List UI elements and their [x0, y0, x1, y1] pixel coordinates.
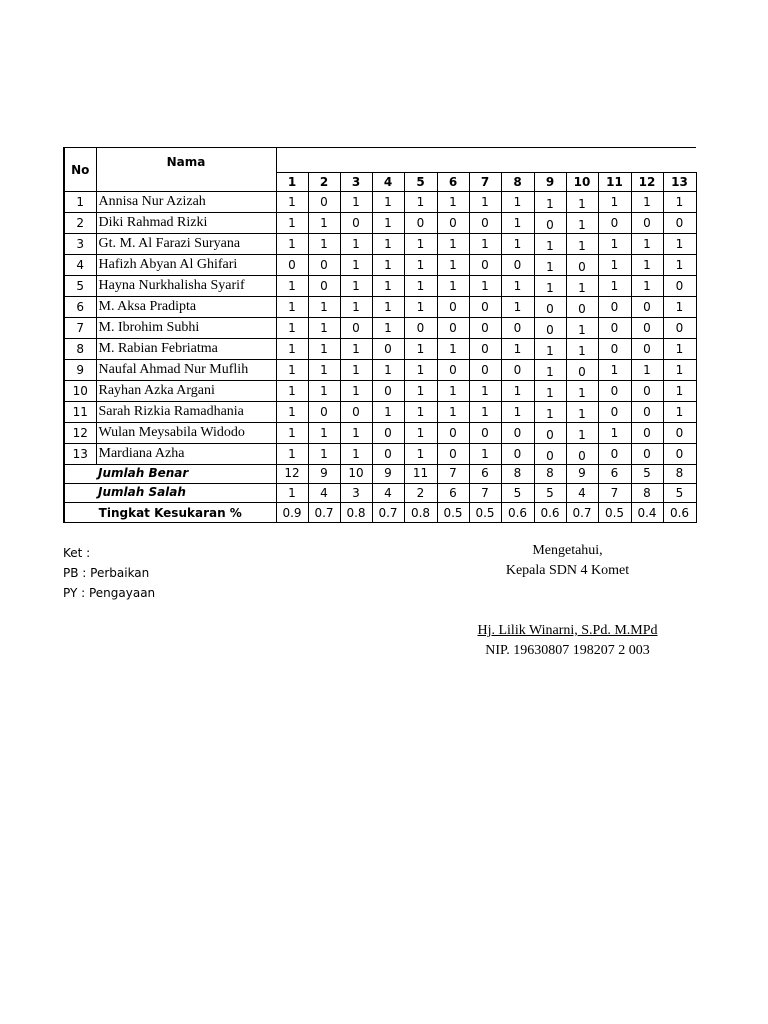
total-correct-value: 8	[663, 465, 696, 484]
score-cell: 1	[372, 255, 404, 276]
score-cell: 1	[404, 234, 437, 255]
score-cell: 1	[501, 234, 534, 255]
score-cell: 0	[437, 444, 469, 465]
score-cell: 1	[566, 192, 598, 213]
student-no: 8	[64, 339, 96, 360]
score-cell: 1	[308, 318, 340, 339]
score-cell: 1	[372, 192, 404, 213]
total-correct-value: 9	[308, 465, 340, 484]
score-cell: 1	[340, 360, 372, 381]
student-no: 11	[64, 402, 96, 423]
score-cell: 0	[534, 318, 566, 339]
score-cell: 0	[469, 318, 501, 339]
score-cell: 0	[663, 276, 696, 297]
score-cell: 0	[437, 423, 469, 444]
score-cell: 1	[598, 234, 631, 255]
score-cell: 1	[308, 444, 340, 465]
table-row	[64, 276, 696, 297]
header-blank	[276, 148, 696, 173]
score-cell: 0	[631, 423, 663, 444]
difficulty-value: 0.7	[372, 503, 404, 523]
student-no: 13	[64, 444, 96, 465]
difficulty-value: 0.8	[404, 503, 437, 523]
score-cell: 1	[308, 339, 340, 360]
table-row	[64, 381, 696, 402]
score-cell: 1	[404, 423, 437, 444]
score-cell: 1	[566, 402, 598, 423]
total-correct-value: 7	[437, 465, 469, 484]
difficulty-value: 0.5	[437, 503, 469, 523]
signature-acknowledged: Mengetahui,	[532, 543, 603, 558]
total-wrong-value: 8	[631, 484, 663, 503]
score-cell: 1	[340, 255, 372, 276]
score-cell: 1	[404, 192, 437, 213]
score-cell: 1	[566, 339, 598, 360]
score-cell: 0	[534, 213, 566, 234]
total-correct-value: 9	[566, 465, 598, 484]
score-cell: 0	[340, 318, 372, 339]
score-cell: 1	[534, 339, 566, 360]
score-cell: 1	[340, 192, 372, 213]
score-cell: 1	[663, 381, 696, 402]
total-wrong-value: 4	[372, 484, 404, 503]
header-row	[64, 148, 696, 173]
score-cell: 1	[404, 360, 437, 381]
score-cell: 1	[340, 339, 372, 360]
score-cell: 1	[308, 360, 340, 381]
score-cell: 1	[340, 423, 372, 444]
signature-nip: NIP. 19630807 198207 2 003	[485, 643, 650, 658]
score-cell: 0	[469, 255, 501, 276]
score-cell: 0	[469, 339, 501, 360]
score-cell: 0	[663, 213, 696, 234]
legend-notes	[63, 543, 155, 603]
score-cell: 1	[308, 213, 340, 234]
score-cell: 1	[501, 192, 534, 213]
difficulty-value: 0.9	[276, 503, 308, 523]
score-cell: 0	[372, 339, 404, 360]
score-cell: 1	[598, 360, 631, 381]
score-cell: 1	[437, 234, 469, 255]
score-cell: 1	[631, 192, 663, 213]
signature-block	[440, 541, 695, 661]
table-row	[64, 213, 696, 234]
student-name: Hayna Nurkhalisha Syarif	[96, 276, 276, 297]
score-cell: 0	[631, 318, 663, 339]
score-cell: 1	[631, 360, 663, 381]
score-cell: 0	[501, 318, 534, 339]
student-name: Gt. M. Al Farazi Suryana	[96, 234, 276, 255]
note-py: PY : Pengayaan	[63, 586, 156, 600]
student-name: Annisa Nur Azizah	[96, 192, 276, 213]
score-cell: 1	[501, 381, 534, 402]
score-cell: 0	[631, 381, 663, 402]
difficulty-value: 0.5	[469, 503, 501, 523]
total-correct-label: Jumlah Benar	[64, 465, 276, 484]
score-cell: 0	[534, 423, 566, 444]
score-cell: 1	[663, 234, 696, 255]
score-cell: 0	[308, 402, 340, 423]
header-no: No	[64, 148, 96, 192]
difficulty-value: 0.8	[340, 503, 372, 523]
score-cell: 1	[663, 339, 696, 360]
score-cell: 0	[598, 402, 631, 423]
score-cell: 1	[340, 381, 372, 402]
student-name: Naufal Ahmad Nur Muflih	[96, 360, 276, 381]
total-correct-value: 10	[340, 465, 372, 484]
total-wrong-value: 3	[340, 484, 372, 503]
total-correct-value: 12	[276, 465, 308, 484]
score-cell: 1	[308, 381, 340, 402]
score-cell: 0	[437, 297, 469, 318]
score-cell: 0	[437, 213, 469, 234]
score-cell: 1	[534, 276, 566, 297]
student-no: 7	[64, 318, 96, 339]
difficulty-value: 0.7	[566, 503, 598, 523]
score-cell: 1	[308, 234, 340, 255]
question-number: 6	[437, 173, 469, 192]
total-wrong-value: 5	[501, 484, 534, 503]
score-cell: 1	[276, 402, 308, 423]
total-correct-value: 5	[631, 465, 663, 484]
score-cell: 0	[566, 360, 598, 381]
score-sheet	[63, 147, 697, 523]
score-cell: 0	[308, 192, 340, 213]
score-cell: 1	[340, 276, 372, 297]
score-cell: 1	[469, 402, 501, 423]
score-cell: 1	[372, 297, 404, 318]
student-no: 6	[64, 297, 96, 318]
student-no: 12	[64, 423, 96, 444]
score-cell: 1	[404, 339, 437, 360]
score-cell: 0	[469, 423, 501, 444]
total-correct-value: 8	[501, 465, 534, 484]
score-cell: 1	[534, 192, 566, 213]
score-cell: 1	[340, 297, 372, 318]
score-cell: 1	[308, 423, 340, 444]
score-cell: 0	[372, 423, 404, 444]
score-cell: 1	[663, 255, 696, 276]
score-cell: 1	[437, 192, 469, 213]
score-cell: 0	[372, 444, 404, 465]
score-cell: 1	[501, 213, 534, 234]
score-cell: 1	[372, 318, 404, 339]
signature-position: Kepala SDN 4 Komet	[505, 563, 630, 578]
score-cell: 1	[566, 276, 598, 297]
difficulty-value: 0.6	[501, 503, 534, 523]
score-cell: 1	[437, 339, 469, 360]
question-number: 10	[566, 173, 598, 192]
score-cell: 1	[501, 297, 534, 318]
question-number: 11	[598, 173, 631, 192]
score-cell: 1	[598, 192, 631, 213]
score-cell: 1	[631, 255, 663, 276]
score-cell: 1	[340, 234, 372, 255]
table-row	[64, 402, 696, 423]
score-cell: 0	[340, 402, 372, 423]
score-cell: 1	[437, 276, 469, 297]
score-cell: 0	[598, 318, 631, 339]
student-name: Mardiana Azha	[96, 444, 276, 465]
score-cell: 1	[534, 381, 566, 402]
score-cell: 1	[566, 381, 598, 402]
score-cell: 1	[469, 192, 501, 213]
total-wrong-value: 4	[566, 484, 598, 503]
score-table	[63, 147, 697, 523]
score-cell: 1	[372, 276, 404, 297]
score-cell: 1	[598, 276, 631, 297]
score-cell: 1	[566, 213, 598, 234]
score-cell: 1	[566, 318, 598, 339]
score-cell: 1	[372, 360, 404, 381]
student-no: 3	[64, 234, 96, 255]
score-cell: 0	[631, 402, 663, 423]
score-cell: 0	[534, 297, 566, 318]
student-name: M. Rabian Febriatma	[96, 339, 276, 360]
score-cell: 1	[469, 444, 501, 465]
total-wrong-row	[64, 484, 696, 503]
question-number: 8	[501, 173, 534, 192]
score-cell: 0	[598, 297, 631, 318]
score-cell: 0	[631, 297, 663, 318]
score-cell: 1	[469, 234, 501, 255]
score-cell: 1	[276, 297, 308, 318]
difficulty-row	[64, 503, 696, 523]
student-no: 10	[64, 381, 96, 402]
score-cell: 0	[308, 276, 340, 297]
total-wrong-value: 2	[404, 484, 437, 503]
score-cell: 0	[404, 318, 437, 339]
score-cell: 0	[631, 213, 663, 234]
table-row	[64, 339, 696, 360]
score-cell: 0	[437, 318, 469, 339]
score-cell: 0	[437, 360, 469, 381]
score-cell: 1	[469, 276, 501, 297]
table-row	[64, 423, 696, 444]
student-name: Hafizh Abyan Al Ghifari	[96, 255, 276, 276]
score-cell: 1	[276, 381, 308, 402]
total-wrong-value: 5	[534, 484, 566, 503]
total-wrong-value: 6	[437, 484, 469, 503]
score-cell: 1	[631, 276, 663, 297]
total-correct-value: 11	[404, 465, 437, 484]
score-cell: 1	[404, 444, 437, 465]
table-row	[64, 192, 696, 213]
score-cell: 1	[276, 318, 308, 339]
score-cell: 1	[404, 255, 437, 276]
score-cell: 1	[598, 423, 631, 444]
score-cell: 1	[501, 339, 534, 360]
student-no: 1	[64, 192, 96, 213]
difficulty-label: Tingkat Kesukaran %	[64, 503, 276, 523]
difficulty-value: 0.4	[631, 503, 663, 523]
score-cell: 1	[276, 339, 308, 360]
student-no: 9	[64, 360, 96, 381]
score-cell: 1	[663, 360, 696, 381]
question-number: 13	[663, 173, 696, 192]
score-cell: 1	[276, 276, 308, 297]
score-cell: 1	[501, 402, 534, 423]
score-cell: 1	[631, 234, 663, 255]
score-cell: 0	[404, 213, 437, 234]
score-cell: 0	[469, 297, 501, 318]
score-cell: 1	[534, 360, 566, 381]
score-cell: 1	[404, 276, 437, 297]
score-cell: 1	[663, 192, 696, 213]
score-cell: 1	[534, 255, 566, 276]
score-cell: 0	[501, 360, 534, 381]
score-cell: 1	[404, 297, 437, 318]
student-no: 2	[64, 213, 96, 234]
table-row	[64, 444, 696, 465]
score-cell: 0	[566, 444, 598, 465]
total-correct-value: 6	[598, 465, 631, 484]
score-cell: 1	[437, 402, 469, 423]
score-cell: 0	[372, 381, 404, 402]
question-number: 9	[534, 173, 566, 192]
score-cell: 1	[404, 402, 437, 423]
total-correct-value: 9	[372, 465, 404, 484]
total-wrong-label: Jumlah Salah	[64, 484, 276, 503]
score-cell: 1	[276, 360, 308, 381]
score-cell: 0	[534, 444, 566, 465]
score-cell: 1	[372, 402, 404, 423]
student-name: Sarah Rizkia Ramadhania	[96, 402, 276, 423]
total-correct-value: 6	[469, 465, 501, 484]
score-cell: 1	[276, 192, 308, 213]
note-ket: Ket :	[63, 546, 91, 560]
student-no: 4	[64, 255, 96, 276]
score-cell: 0	[663, 423, 696, 444]
score-cell: 0	[340, 213, 372, 234]
score-cell: 1	[340, 444, 372, 465]
table-row	[64, 318, 696, 339]
total-wrong-value: 5	[663, 484, 696, 503]
score-cell: 1	[534, 234, 566, 255]
table-row	[64, 234, 696, 255]
student-name: M. Ibrohim Subhi	[96, 318, 276, 339]
question-number: 3	[340, 173, 372, 192]
score-cell: 0	[663, 318, 696, 339]
student-name: Wulan Meysabila Widodo	[96, 423, 276, 444]
score-cell: 1	[276, 213, 308, 234]
score-cell: 1	[598, 255, 631, 276]
total-wrong-value: 7	[598, 484, 631, 503]
score-cell: 1	[501, 276, 534, 297]
difficulty-value: 0.7	[308, 503, 340, 523]
score-cell: 1	[276, 234, 308, 255]
question-number: 4	[372, 173, 404, 192]
score-cell: 0	[276, 255, 308, 276]
total-wrong-value: 1	[276, 484, 308, 503]
student-no: 5	[64, 276, 96, 297]
score-cell: 0	[469, 213, 501, 234]
score-cell: 0	[663, 444, 696, 465]
question-number: 5	[404, 173, 437, 192]
total-wrong-value: 7	[469, 484, 501, 503]
score-cell: 1	[308, 297, 340, 318]
score-cell: 1	[437, 381, 469, 402]
score-cell: 0	[566, 297, 598, 318]
student-name: M. Aksa Pradipta	[96, 297, 276, 318]
score-cell: 1	[372, 234, 404, 255]
score-cell: 0	[566, 255, 598, 276]
score-cell: 0	[501, 255, 534, 276]
score-cell: 1	[469, 381, 501, 402]
table-row	[64, 255, 696, 276]
score-cell: 0	[631, 444, 663, 465]
question-number: 12	[631, 173, 663, 192]
score-cell: 0	[308, 255, 340, 276]
question-number: 1	[276, 173, 308, 192]
score-cell: 1	[566, 234, 598, 255]
score-cell: 1	[663, 297, 696, 318]
question-number: 7	[469, 173, 501, 192]
score-cell: 0	[598, 444, 631, 465]
score-cell: 0	[598, 381, 631, 402]
total-correct-value: 8	[534, 465, 566, 484]
score-cell: 1	[534, 402, 566, 423]
table-row	[64, 360, 696, 381]
score-cell: 1	[276, 423, 308, 444]
difficulty-value: 0.6	[663, 503, 696, 523]
total-correct-row	[64, 465, 696, 484]
student-name: Diki Rahmad Rizki	[96, 213, 276, 234]
score-cell: 0	[598, 213, 631, 234]
note-pb: PB : Perbaikan	[63, 566, 150, 580]
score-cell: 1	[663, 402, 696, 423]
total-wrong-value: 4	[308, 484, 340, 503]
header-name: Nama	[96, 148, 276, 192]
score-cell: 1	[276, 444, 308, 465]
question-number: 2	[308, 173, 340, 192]
signature-name: Hj. Lilik Winarni, S.Pd. M.MPd	[477, 623, 658, 638]
score-cell: 0	[631, 339, 663, 360]
difficulty-value: 0.6	[534, 503, 566, 523]
score-cell: 1	[566, 423, 598, 444]
score-cell: 0	[501, 423, 534, 444]
score-cell: 0	[469, 360, 501, 381]
score-cell: 0	[501, 444, 534, 465]
difficulty-value: 0.5	[598, 503, 631, 523]
score-cell: 1	[372, 213, 404, 234]
score-cell: 0	[598, 339, 631, 360]
student-name: Rayhan Azka Argani	[96, 381, 276, 402]
score-cell: 1	[437, 255, 469, 276]
score-cell: 1	[404, 381, 437, 402]
table-row	[64, 297, 696, 318]
